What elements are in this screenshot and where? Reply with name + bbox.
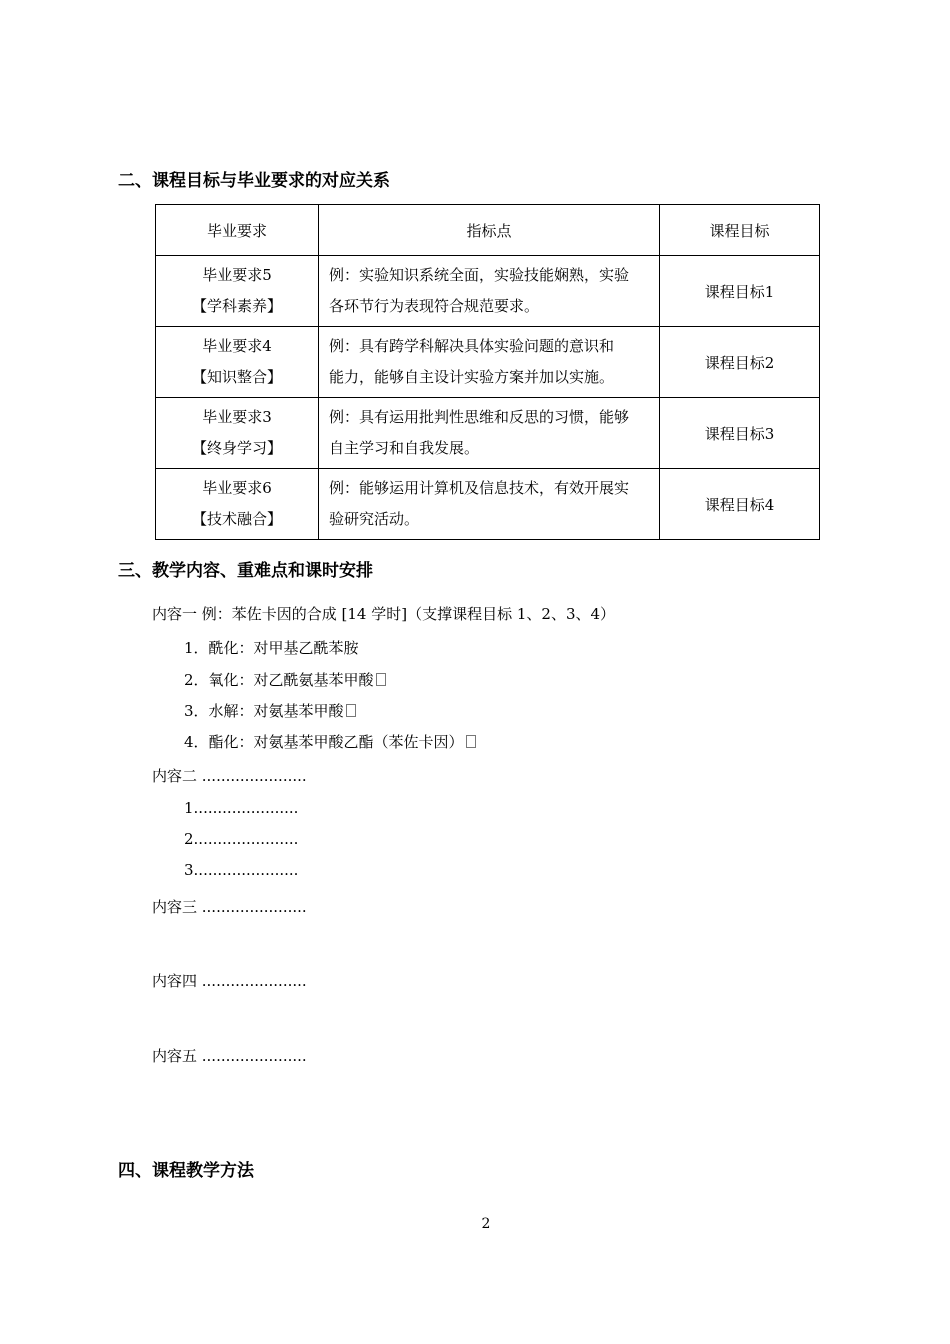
content-2-item: 3......................: [184, 861, 299, 879]
indicator-text: 验研究活动。: [329, 510, 420, 528]
content-5-title: 内容五 ......................: [152, 1047, 307, 1065]
missing-glyph-box-icon: [376, 673, 386, 686]
requirement-cell: [156, 327, 319, 398]
content-1-item-text: 2．氧化：对乙酰氨基苯甲酸: [184, 671, 374, 689]
content-1-item-text: 3．水解：对氨基苯甲酸: [184, 702, 344, 720]
indicator-text: 自主学习和自我发展。: [329, 439, 480, 457]
table-row: [156, 469, 820, 540]
table-row: [156, 327, 820, 398]
goal-cell: 课程目标1: [660, 256, 820, 327]
requirement-number: 毕业要求4: [202, 337, 272, 355]
requirement-name: 【学科素养】: [191, 297, 282, 315]
requirement-name: 【知识整合】: [191, 368, 282, 386]
content-2-title: 内容二 ......................: [152, 767, 307, 785]
goal-cell: 课程目标4: [660, 469, 820, 540]
content-1-item: 1．酰化：对甲基乙酰苯胺: [184, 639, 359, 657]
indicator-cell: [319, 398, 660, 469]
content-2-item: 1......................: [184, 799, 299, 817]
indicator-cell: [319, 256, 660, 327]
indicator-text: 例：具有跨学科解决具体实验问题的意识和: [329, 337, 615, 355]
requirements-table: [155, 204, 820, 540]
goal-cell: 课程目标3: [660, 398, 820, 469]
indicator-text: 例：具有运用批判性思维和反思的习惯，能够: [329, 408, 630, 426]
requirement-name: 【终身学习】: [191, 439, 282, 457]
content-4-title: 内容四 ......................: [152, 972, 307, 990]
content-1-item: [184, 669, 386, 690]
indicator-text: 例：实验知识系统全面，实验技能娴熟，实验: [329, 266, 630, 284]
requirement-cell: [156, 256, 319, 327]
requirement-cell: [156, 469, 319, 540]
requirement-number: 毕业要求3: [202, 408, 272, 426]
header-cell-indicator: 指标点: [319, 205, 660, 256]
requirement-number: 毕业要求6: [202, 479, 272, 497]
indicator-text: 能力，能够自主设计实验方案并加以实施。: [329, 368, 615, 386]
content-1-item-text: 4．酯化：对氨基苯甲酸乙酯（苯佐卡因）: [184, 733, 464, 751]
content-1-item: [184, 731, 476, 752]
missing-glyph-box-icon: [346, 704, 356, 717]
table-row: [156, 398, 820, 469]
indicator-text: 例：能够运用计算机及信息技术，有效开展实: [329, 479, 630, 497]
header-cell-goal: 课程目标: [660, 205, 820, 256]
section-2-heading: 二、课程目标与毕业要求的对应关系: [118, 171, 390, 191]
table-row: [156, 256, 820, 327]
goal-cell: 课程目标2: [660, 327, 820, 398]
table-header-row: [156, 205, 820, 256]
page-number: 2: [481, 1216, 491, 1232]
indicator-text: 各环节行为表现符合规范要求。: [329, 297, 540, 315]
section-4-heading: 四、课程教学方法: [118, 1161, 254, 1181]
content-1-item: [184, 700, 356, 721]
requirement-number: 毕业要求5: [202, 266, 272, 284]
content-2-item: 2......................: [184, 830, 299, 848]
section-3-heading: 三、教学内容、重难点和课时安排: [118, 561, 373, 581]
header-cell-requirement: 毕业要求: [156, 205, 319, 256]
requirement-name: 【技术融合】: [191, 510, 282, 528]
indicator-cell: [319, 327, 660, 398]
indicator-cell: [319, 469, 660, 540]
requirement-cell: [156, 398, 319, 469]
content-3-title: 内容三 ......................: [152, 898, 307, 916]
missing-glyph-box-icon: [466, 735, 476, 748]
content-1-title: 内容一 例：苯佐卡因的合成 [14 学时]（支撑课程目标 1、2、3、4）: [152, 605, 616, 623]
